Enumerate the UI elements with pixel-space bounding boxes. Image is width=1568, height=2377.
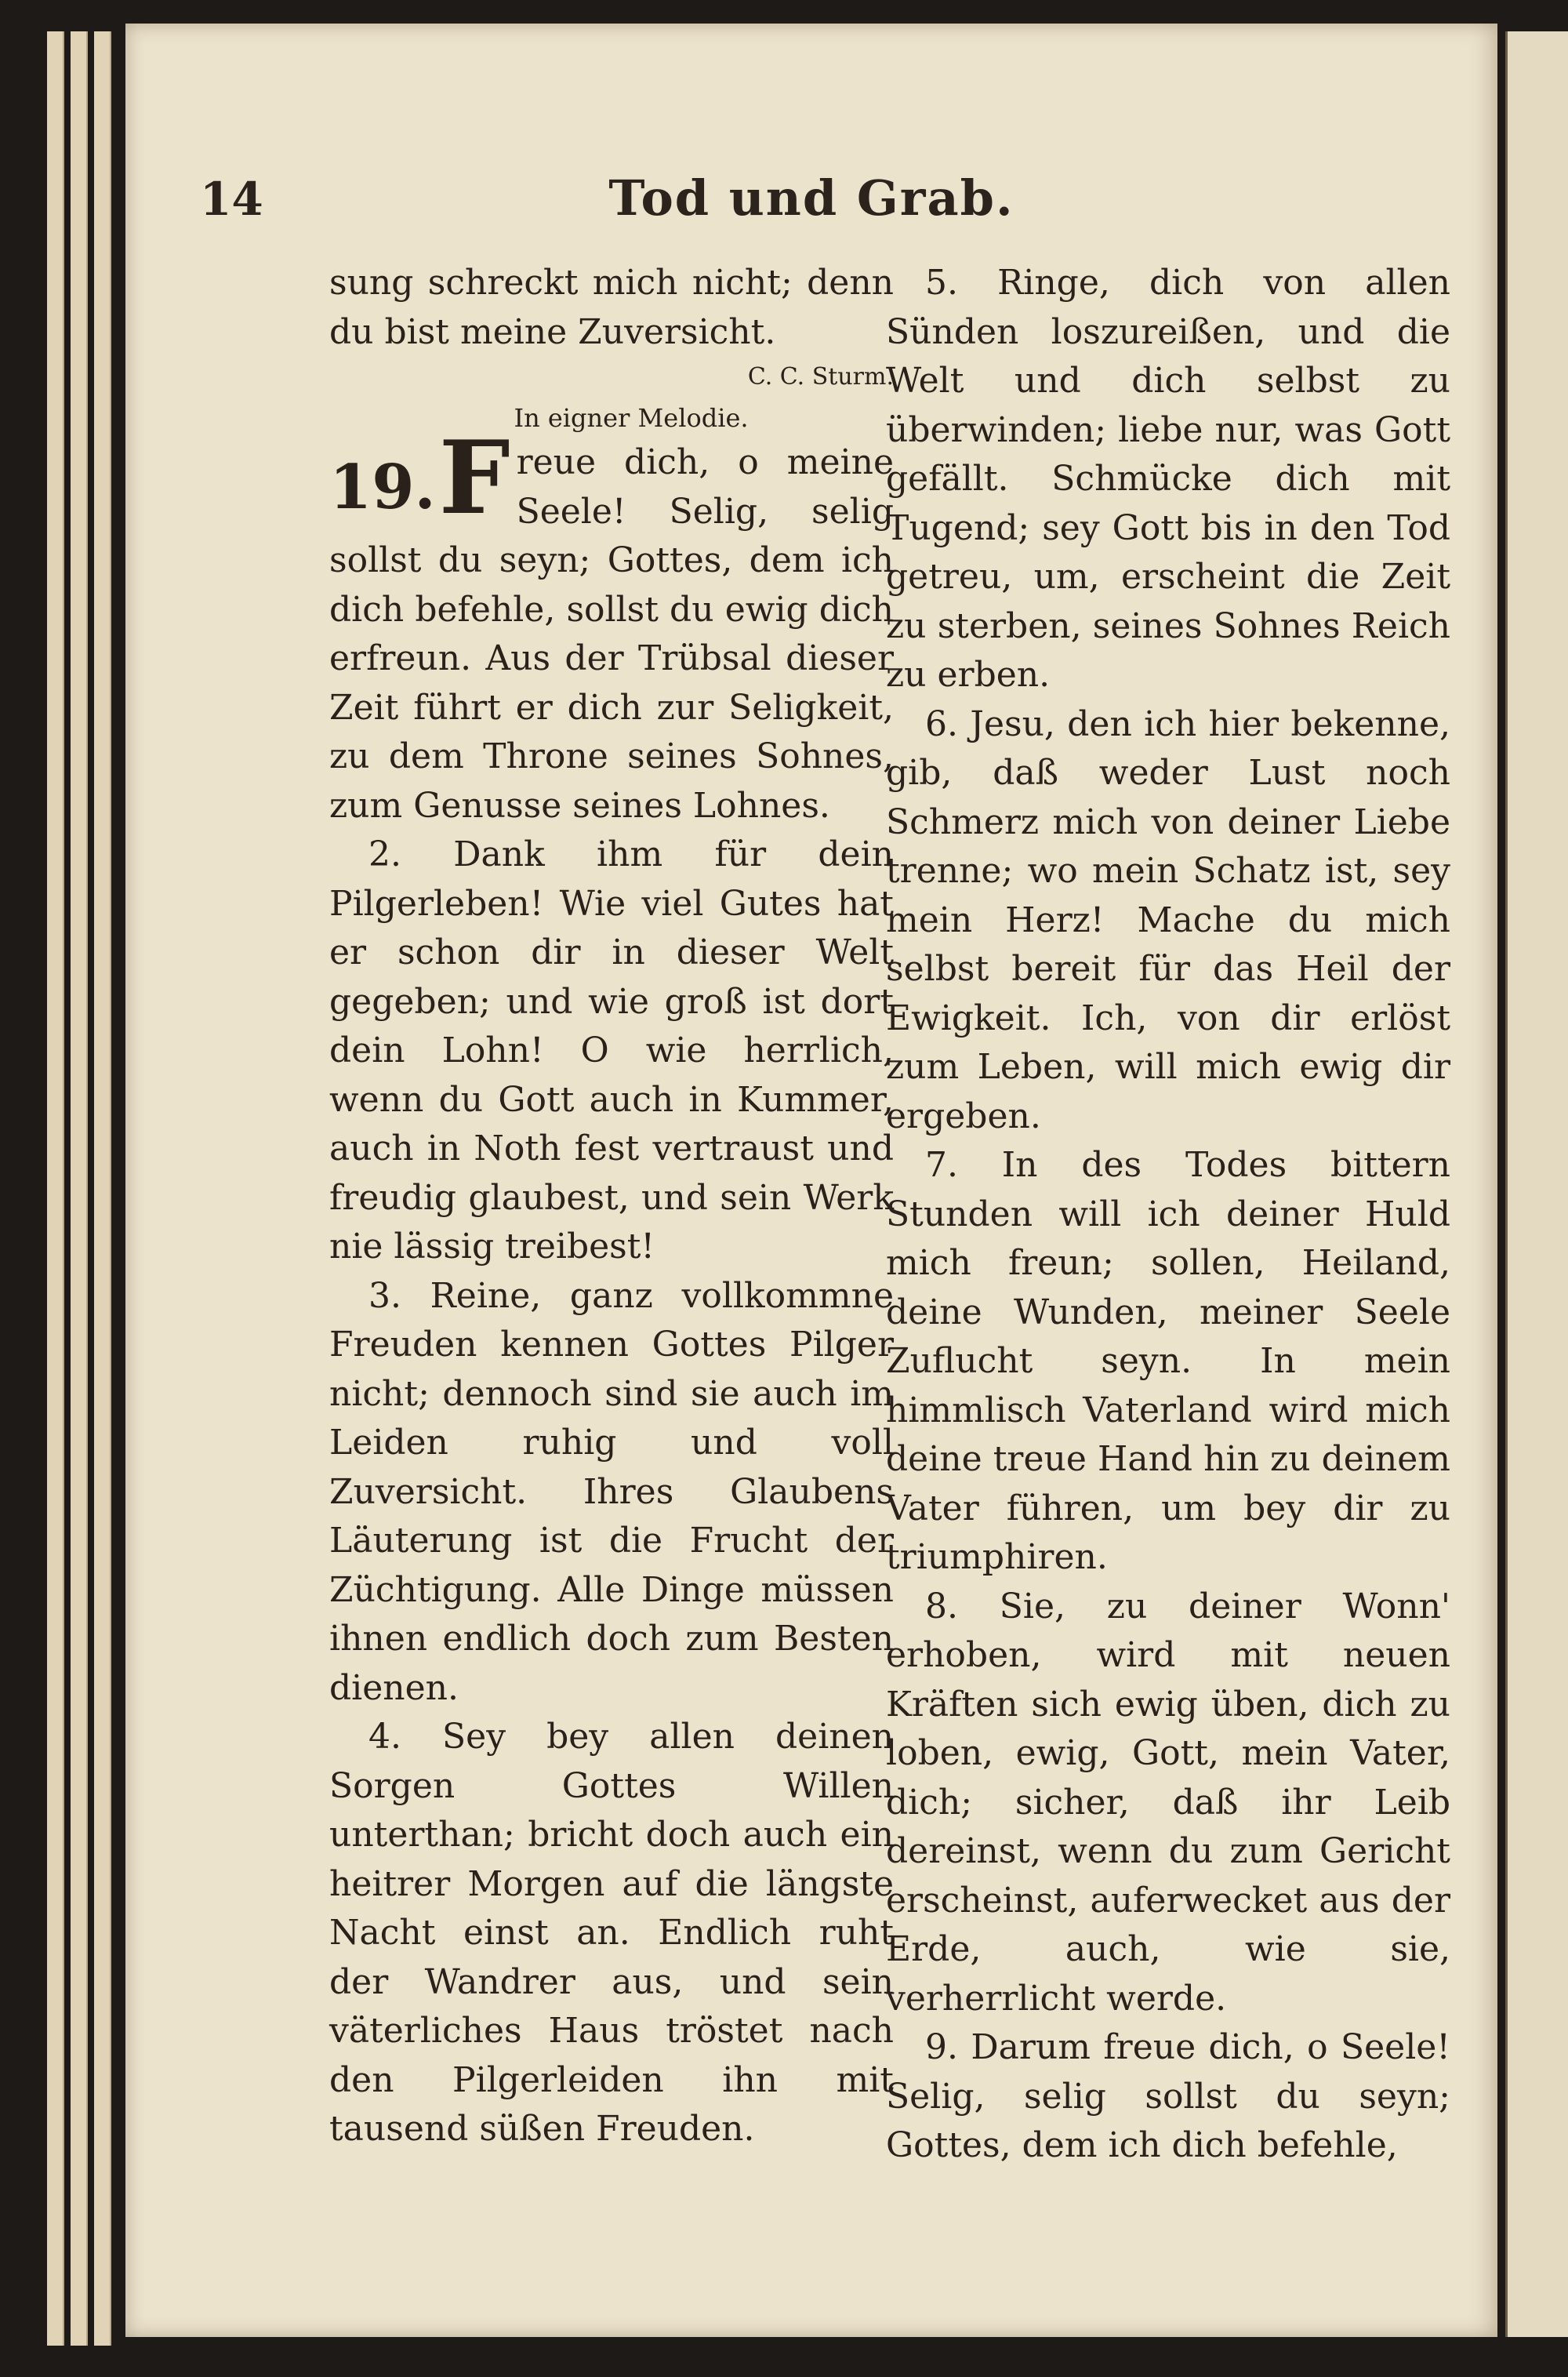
running-title: Tod und Grab. — [608, 169, 1014, 227]
stanza: 2. Dank ihm für dein Pilgerleben! Wie viel Gutes hat er schon dir in dieser Welt gegeben; und wie groß ist dort dein Lohn! O wie herrlich, wenn du Gott auch in Kummer, auch in Noth fest vertraust und freudig glaubest, und sein Werk nie lässig treibest! — [329, 834, 894, 1267]
stanza-text: reue dich, o meine Seele! Selig, selig sollst du seyn; Gottes, dem ich dich befehle, sollst du ewig dich erfreun. Aus der Trübsal dieser Zeit führt er dich zur Seligkeit, zu dem Throne seines Sohnes, zum Genusse seines Lohnes. — [329, 442, 894, 826]
hymn-19-stanza-1 — [329, 420, 894, 830]
stanza: 7. In des Todes bittern Stunden will ich deiner Huld mich freun; sollen, Heiland, deine Wunden, meiner Seele Zuflucht seyn. In mein himmlisch Vaterland wird mich deine treue Hand hin zu deinem Vater führen, um bey dir zu triumphiren. — [886, 1145, 1450, 1577]
stanza: 3. Reine, ganz vollkommne Freuden kennen Gottes Pilger nicht; dennoch sind sie auch im Leiden ruhig und voll Zuversicht. Ihres Glaubens Läuterung ist die Frucht der Züchtigung. Alle Dinge müssen ihnen endlich doch zum Besten dienen. — [329, 1275, 894, 1708]
stanza: 9. Darum freue dich, o Seele! Selig, selig sollst du seyn; Gottes, dem ich dich befehle, — [886, 2027, 1450, 2165]
stanza: 5. Ringe, dich von allen Sünden loszureißen, und die Welt und dich selbst zu überwinden; liebe nur, was Gott gefällt. Schmücke dich mit Tugend; sey Gott bis in den Tod getreu, um, erscheint die Zeit zu sterben, seines Sohnes Reich zu erben. — [886, 263, 1450, 695]
author-attribution: C. C. Sturm. — [747, 363, 894, 391]
stanza: 4. Sey bey allen deinen Sorgen Gottes Willen unterthan; bricht doch auch ein heitrer Morgen auf die längste Nacht einst an. Endlich ruht der Wandrer aus, und sein väterliches Haus tröstet nach den Pilgerleiden ihn mit tausend süßen Freuden. — [329, 1717, 894, 2149]
stanza-continuation: sung schreckt mich nicht; denn du bist meine Zuversicht. — [329, 263, 894, 352]
hymn-number: 19. — [329, 452, 436, 523]
right-column — [886, 259, 1450, 2171]
melody-note: In eigner Melodie. — [514, 403, 749, 433]
page-number: 14 — [200, 173, 263, 226]
page-edge — [47, 31, 64, 2346]
page-edge — [94, 31, 111, 2346]
next-page-edge — [1505, 31, 1568, 2337]
drop-cap: F — [438, 420, 510, 537]
stanza: 8. Sie, zu deiner Wonn' erhoben, wird mit neuen Kräften sich ewig üben, dich zu loben, ewig, Gott, mein Vater, dich; sicher, daß ihr Leib dereinst, wenn du zum Gericht erscheinst, auferwecket aus der Erde, auch, wie sie, verherrlicht werde. — [886, 1586, 1450, 2019]
page-header — [200, 169, 1423, 235]
stanza: 6. Jesu, den ich hier bekenne, gib, daß weder Lust noch Schmerz mich von deiner Liebe trenne; wo mein Schatz ist, sey mein Herz! Mache du mich selbst bereit für das Heil der Ewigkeit. Ich, von dir erlöst zum Leben, will mich ewig dir ergeben. — [886, 703, 1450, 1136]
left-column — [329, 259, 894, 2154]
page-edge — [71, 31, 88, 2346]
